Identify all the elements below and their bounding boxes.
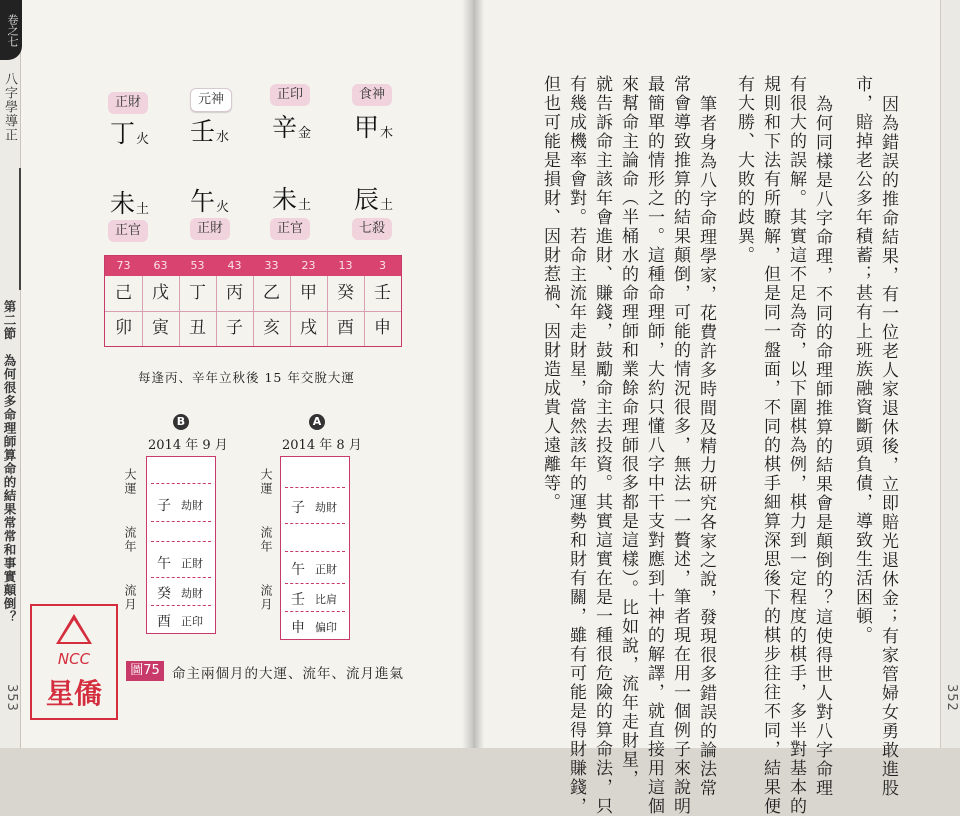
- pillar-god-tag: 元神: [190, 88, 232, 112]
- body-column: 筆者身為八字命理學家，花費許多時間及精力研究各家之說，發現很多錯誤的論法常: [696, 95, 716, 798]
- luck-branch: 寅: [152, 318, 169, 338]
- book-side-title: 八字學導正: [2, 72, 17, 142]
- pillar-stem: 壬: [190, 117, 216, 146]
- month-b-god: 劫財: [181, 587, 203, 600]
- box-dash: [285, 551, 345, 552]
- body-column: 有幾成機率會對。若命主流年走財星，當然該年的運勢和財有關，雖有可能是得財賺錢，: [566, 75, 586, 816]
- section-side-title: 第二節 為何很多命理師算命的結果常常和事實顛倒？: [2, 300, 17, 624]
- pillar-stem-element: 火: [136, 132, 150, 147]
- luck-branch: 卯: [115, 318, 132, 338]
- pillar-stem: 丁: [110, 119, 136, 148]
- month-b-row: [147, 607, 215, 633]
- month-b-month-label: 流月: [123, 584, 137, 612]
- box-dash: [285, 523, 345, 524]
- month-b-char: 酉: [157, 614, 171, 630]
- month-a-label: 2014 年 8 月: [282, 438, 362, 453]
- page-number-left: 353: [4, 684, 19, 712]
- pillar-god-tag: 正印: [270, 84, 310, 106]
- pillar-god-tag: 食神: [352, 84, 392, 106]
- month-a-god: 正財: [315, 563, 337, 576]
- pillar-branch-element: 火: [216, 200, 230, 215]
- body-column: 就告訴命主該年會進財、賺錢，鼓勵命主去投資。其實這實在是一種很危險的算命法，只: [592, 75, 612, 816]
- pillar-stem-element: 木: [380, 126, 394, 141]
- month-b-luck-label: 大運: [123, 468, 137, 496]
- month-b-char: 午: [157, 556, 171, 572]
- luck-age-row: [105, 256, 401, 276]
- luck-age: 3: [379, 259, 386, 272]
- month-a-char: 午: [291, 562, 305, 578]
- luck-age: 23: [301, 259, 316, 272]
- pillar-branch-element: 土: [298, 198, 312, 213]
- month-b-god: 正印: [181, 615, 203, 628]
- luck-age: 63: [153, 259, 168, 272]
- box-dash: [151, 605, 211, 606]
- body-column: 常會導致推算的結果顛倒，可能的情況很多，無法一一贅述，筆者現在用一個例子來說明: [670, 75, 690, 816]
- page-number-right: 352: [944, 684, 959, 712]
- month-a-box: [280, 456, 350, 640]
- luck-branch: 申: [374, 318, 391, 338]
- chapter-tab: 卷之七: [0, 0, 22, 60]
- month-b-god: 劫財: [181, 499, 203, 512]
- luck-stem: 丙: [226, 283, 243, 303]
- box-dash: [151, 577, 211, 578]
- luck-age: 13: [338, 259, 353, 272]
- luck-stem: 甲: [300, 283, 317, 303]
- pillar-branch-element: 土: [380, 198, 394, 213]
- right-page-edge: [940, 0, 960, 748]
- box-dash: [285, 611, 345, 612]
- pillar-branch-element: 土: [136, 202, 150, 217]
- left-page: [0, 0, 472, 748]
- side-divider: [19, 168, 21, 290]
- month-b-god: 正財: [181, 557, 203, 570]
- pillar-branch: 未: [272, 185, 298, 214]
- figure-label: 圖75: [126, 661, 164, 681]
- month-a-row: [281, 493, 349, 519]
- figure-caption: 命主兩個月的大運、流年、流月進氣: [172, 666, 404, 682]
- pillar-god-tag: 正財: [108, 92, 148, 114]
- pillar-stem-element: 金: [298, 126, 312, 141]
- month-b-badge: B: [173, 414, 189, 430]
- body-column: 規則和下法有所瞭解，但是同一盤面，不同的棋手細算深思後下的棋步往往不同，結果便: [760, 75, 780, 816]
- pillar-stem: 甲: [354, 113, 380, 142]
- month-b-row: [147, 579, 215, 605]
- pillar-stem-element: 水: [216, 130, 230, 145]
- watermark-stamp: [30, 604, 118, 720]
- body-column: 有大勝、大敗的歧異。: [734, 75, 754, 265]
- month-a-god: 劫財: [315, 501, 337, 514]
- body-column: 市，賠掉老公多年積蓄；甚有上班族融資斷頭負債，導致生活困頓。: [852, 75, 872, 645]
- month-a-row: [281, 555, 349, 581]
- luck-stem: 己: [115, 283, 132, 303]
- month-a-char: 申: [291, 620, 305, 636]
- pillar-branch: 辰: [354, 185, 380, 214]
- month-a-row: [281, 585, 349, 611]
- body-column: 有很大的誤解。其實這不足為奇，以下圍棋為例，棋力到一定程度的棋手，多半對基本的: [786, 75, 806, 816]
- month-a-row: [281, 613, 349, 639]
- month-a-badge: A: [309, 414, 325, 430]
- month-a-month-label: 流月: [259, 584, 273, 612]
- box-dash: [151, 521, 211, 522]
- luck-stem: 癸: [337, 283, 354, 303]
- luck-age: 33: [264, 259, 279, 272]
- luck-branch: 子: [226, 318, 243, 338]
- box-dash: [285, 583, 345, 584]
- month-b-char: 癸: [157, 586, 171, 602]
- luck-stem: 戊: [152, 283, 169, 303]
- month-b-label: 2014 年 9 月: [148, 438, 228, 453]
- pillar-branch-god-tag: 正財: [190, 218, 230, 240]
- month-a-char: 子: [291, 500, 305, 516]
- month-a-luck-label: 大運: [259, 468, 273, 496]
- month-a-god: 偏印: [315, 621, 337, 634]
- body-column: 最簡單的情形之一。這種命理師，大約只懂八字中干支對應到十神的解譯，就直接用這個: [644, 75, 664, 816]
- book-gutter: [462, 0, 484, 748]
- month-a-god: 比肩: [315, 593, 337, 606]
- pillar-branch: 未: [110, 189, 136, 218]
- luck-stem: 乙: [263, 283, 280, 303]
- month-b-char: 子: [157, 498, 171, 514]
- luck-branch: 丑: [189, 318, 206, 338]
- luck-branch: 酉: [337, 318, 354, 338]
- month-a-year-label: 流年: [259, 526, 273, 554]
- pillar-branch-god-tag: 正官: [108, 220, 148, 242]
- body-column: 因為錯誤的推命結果，有一位老人家退休後，立即賠光退休金；有家管婦女勇敢進股: [878, 95, 898, 798]
- stamp-triangle-inner: [60, 620, 88, 642]
- box-dash: [151, 541, 211, 542]
- luck-stem: 丁: [189, 283, 206, 303]
- luck-pillar-table: [104, 255, 402, 347]
- pillar-branch-god-tag: 七殺: [352, 218, 392, 240]
- month-b-box: [146, 456, 216, 634]
- luck-age: 53: [190, 259, 205, 272]
- body-column: 為何同樣是八字命理，不同的命理師推算的結果會是顛倒的？這使得世人對八字命理: [812, 95, 832, 798]
- luck-age: 43: [227, 259, 242, 272]
- box-dash: [151, 483, 211, 484]
- box-dash: [285, 487, 345, 488]
- body-column: 但也可能是損財、因財惹禍、因財造成貴人遠離等。: [540, 75, 560, 512]
- month-b-year-label: 流年: [123, 526, 137, 554]
- luck-branch: 戌: [300, 318, 317, 338]
- stamp-name: 星僑: [45, 677, 102, 710]
- month-b-row: [147, 549, 215, 575]
- pillar-stem: 辛: [272, 113, 298, 142]
- luck-age: 73: [116, 259, 131, 272]
- month-b-row: [147, 491, 215, 517]
- pillar-branch-god-tag: 正官: [270, 218, 310, 240]
- pillar-branch: 午: [190, 187, 216, 216]
- stamp-ncc: NCC: [57, 650, 91, 668]
- body-column: 來幫命主論命（半桶水的命理師和業餘命理師很多都是這樣）。比如說，流年走財星，: [618, 75, 638, 789]
- luck-branch: 亥: [263, 318, 280, 338]
- luck-stem: 壬: [374, 283, 391, 303]
- month-a-char: 壬: [291, 592, 305, 608]
- luck-caption: 每逢丙、辛年立秋後 15 年交脫大運: [138, 370, 355, 385]
